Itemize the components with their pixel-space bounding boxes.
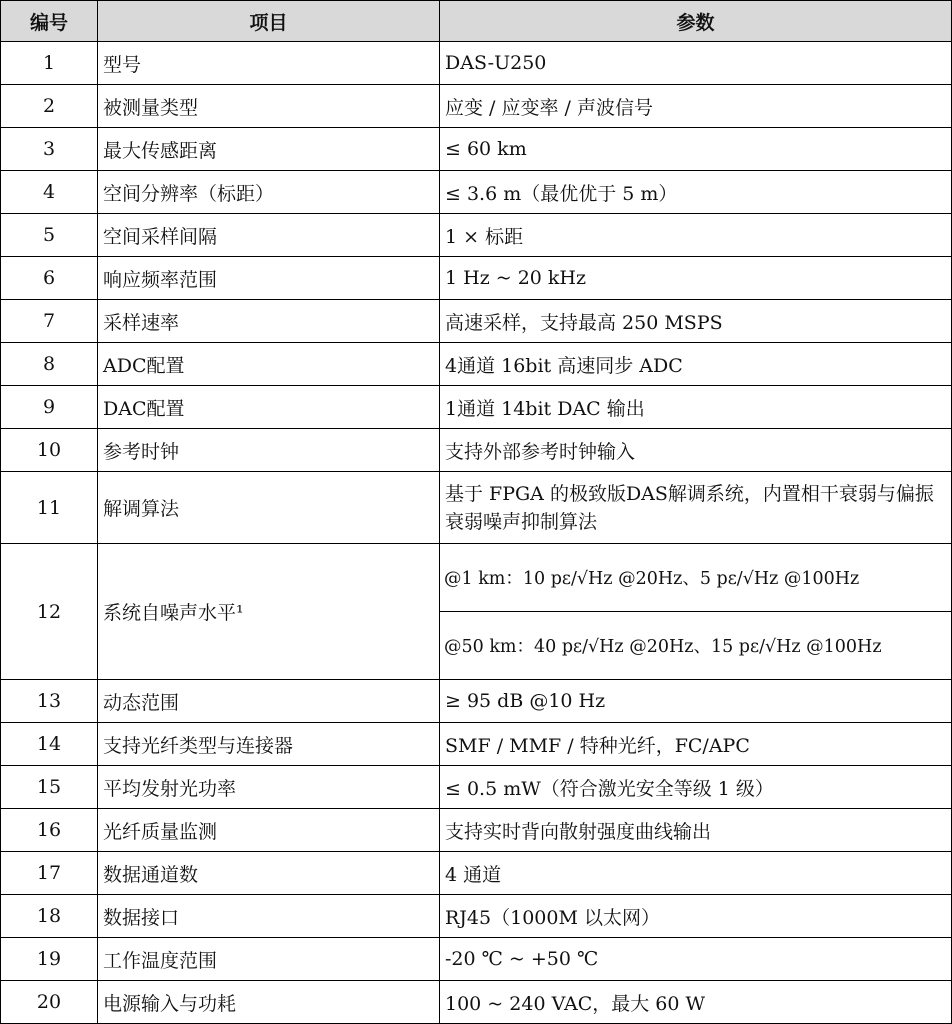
row-item: 解调算法 [98, 472, 440, 544]
row-item: 被测量类型 [98, 85, 440, 128]
row-number: 20 [1, 981, 98, 1024]
row-item: ADC配置 [98, 343, 440, 386]
row-value: RJ45（1000M 以太网） [440, 895, 952, 938]
row-number: 17 [1, 852, 98, 895]
row-item: 数据接口 [98, 895, 440, 938]
table-row [1, 766, 952, 809]
row-number: 15 [1, 766, 98, 809]
row-value: 1 Hz ~ 20 kHz [440, 257, 952, 300]
row-number: 8 [1, 343, 98, 386]
row-value: DAS-U250 [440, 42, 952, 85]
table-row [1, 723, 952, 766]
row-number: 1 [1, 42, 98, 85]
table-row [1, 128, 952, 171]
row-item: 响应频率范围 [98, 257, 440, 300]
row-value: 高速采样，支持最高 250 MSPS [440, 300, 952, 343]
row-item: DAC配置 [98, 386, 440, 429]
row-item: 工作温度范围 [98, 938, 440, 981]
row-value: 1通道 14bit DAC 输出 [440, 386, 952, 429]
table-row [1, 386, 952, 429]
header-row [1, 1, 952, 42]
row-value: ≤ 60 km [440, 128, 952, 171]
row-item: 动态范围 [98, 680, 440, 723]
header-num: 编号 [1, 1, 98, 42]
row-item: 空间分辨率（标距） [98, 171, 440, 214]
table-row [1, 429, 952, 472]
table-row [1, 544, 952, 612]
row-item: 支持光纤类型与连接器 [98, 723, 440, 766]
row-item: 光纤质量监测 [98, 809, 440, 852]
table-row [1, 42, 952, 85]
table-row [1, 809, 952, 852]
table-row [1, 852, 952, 895]
table-row [1, 472, 952, 544]
row-number: 18 [1, 895, 98, 938]
row-number: 11 [1, 472, 98, 544]
row-value: ≥ 95 dB @10 Hz [440, 680, 952, 723]
table-row [1, 680, 952, 723]
row-item: 数据通道数 [98, 852, 440, 895]
row-value: 1 × 标距 [440, 214, 952, 257]
row-number: 16 [1, 809, 98, 852]
row-number: 6 [1, 257, 98, 300]
row-item: 平均发射光功率 [98, 766, 440, 809]
row-item: 参考时钟 [98, 429, 440, 472]
row-number: 19 [1, 938, 98, 981]
row-value: 基于 FPGA 的极致版DAS解调系统，内置相干衰弱与偏振衰弱噪声抑制算法 [440, 472, 952, 544]
row-number: 14 [1, 723, 98, 766]
row-value: ≤ 3.6 m（最优优于 5 m） [440, 171, 952, 214]
row-value: @50 km：40 pε/√Hz @20Hz、15 pε/√Hz @100Hz [440, 612, 952, 680]
row-item: 电源输入与功耗 [98, 981, 440, 1024]
row-item: 采样速率 [98, 300, 440, 343]
row-number: 12 [1, 544, 98, 680]
row-value: 4通道 16bit 高速同步 ADC [440, 343, 952, 386]
header-value: 参数 [440, 1, 952, 42]
row-value: ≤ 0.5 mW（符合激光安全等级 1 级） [440, 766, 952, 809]
table-row [1, 343, 952, 386]
row-item: 型号 [98, 42, 440, 85]
table-row [1, 85, 952, 128]
table-row [1, 171, 952, 214]
table-row [1, 300, 952, 343]
row-value: -20 ℃ ~ +50 ℃ [440, 938, 952, 981]
table-row [1, 895, 952, 938]
row-number: 10 [1, 429, 98, 472]
row-item: 最大传感距离 [98, 128, 440, 171]
row-item: 空间采样间隔 [98, 214, 440, 257]
row-number: 2 [1, 85, 98, 128]
row-value: 100 ~ 240 VAC，最大 60 W [440, 981, 952, 1024]
row-number: 4 [1, 171, 98, 214]
row-value: 支持实时背向散射强度曲线输出 [440, 809, 952, 852]
row-value: SMF / MMF / 特种光纤，FC/APC [440, 723, 952, 766]
row-number: 3 [1, 128, 98, 171]
header-item: 项目 [98, 1, 440, 42]
row-number: 5 [1, 214, 98, 257]
row-number: 13 [1, 680, 98, 723]
table-row [1, 938, 952, 981]
table-row [1, 981, 952, 1024]
row-number: 9 [1, 386, 98, 429]
row-number: 7 [1, 300, 98, 343]
row-value: @1 km：10 pε/√Hz @20Hz、5 pε/√Hz @100Hz [440, 544, 952, 612]
table-row [1, 214, 952, 257]
row-value: 4 通道 [440, 852, 952, 895]
row-value: 应变 / 应变率 / 声波信号 [440, 85, 952, 128]
row-value: 支持外部参考时钟输入 [440, 429, 952, 472]
row-item: 系统自噪声水平¹ [98, 544, 440, 680]
table-row [1, 257, 952, 300]
